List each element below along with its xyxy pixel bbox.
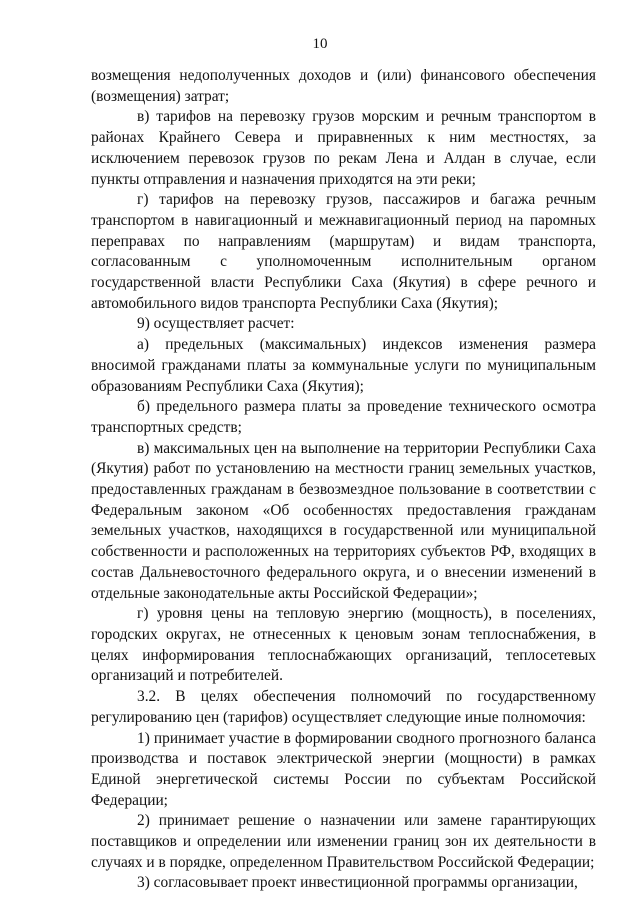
paragraph: 3.2. В целях обеспечения полномочий по государственному регулированию цен (тарифов) осуществляет следующие иные полномочия:: [91, 688, 596, 726]
paragraph: 3) согласовывает проект инвестиционной программы организации,: [137, 874, 578, 892]
paragraph: 1) принимает участие в формировании сводного прогнозного баланса производства и поставок электрической энергии (мощности) в рамках Единой энергетической системы России по субъектам Российской Федерации;: [91, 729, 596, 809]
paragraph: а) предельных (максимальных) индексов изменения размера вносимой гражданами платы за коммунальные услуги по муниципальным образованиям Республики Саха (Якутия);: [91, 336, 596, 395]
paragraph: 9) осуществляет расчет:: [137, 315, 295, 333]
paragraph: в) максимальных цен на выполнение на территории Республики Саха (Якутия) работ по установлению на местности границ земельных участков, предоставленных гражданам в безвозмездное пользование в соответствии с Федеральным законом «Об особенностях предоставления гражданам земельных участков, находящихся в государственной или муниципальной собственности и расположенных на территориях субъектов РФ, входящих в состав Дальневосточного федерального округа, и о внесении изменений в отдельные законодательные акты Российской Федерации»;: [91, 439, 596, 602]
paragraph: б) предельного размера платы за проведение технического осмотра транспортных средств;: [91, 398, 596, 436]
page-number: 10: [312, 36, 328, 52]
paragraph: 2) принимает решение о назначении или замене гарантирующих поставщиков и определении или изменении границ зон их деятельности в случаях и в порядке, определенном Правительством Российской Федерации;: [91, 812, 596, 871]
paragraph: возмещения недополученных доходов и (или) финансового обеспечения (возмещения) затрат;: [91, 67, 596, 105]
document-body: [91, 66, 596, 894]
paragraph: в) тарифов на перевозку грузов морским и речным транспортом в районах Крайнего Севера и приравненных к ним местностях, за исключением перевозок грузов по рекам Лена и Алдан в случае, если пункты отправления и назначения приходятся на эти реки;: [91, 108, 596, 188]
paragraph: г) уровня цены на тепловую энергию (мощность), в поселениях, городских округах, не отнесенных к ценовым зонам теплоснабжения, в целях информирования теплоснабжающих организаций, теплосетевых организаций и потребителей.: [91, 605, 596, 685]
paragraph: г) тарифов на перевозку грузов, пассажиров и багажа речным транспортом в навигационный и межнавигационный период на паромных переправах по направлениям (маршрутам) и видам транспорта, согласованным с уполномоченным исполнительным органом государственной власти Республики Саха (Якутия) в сфере речного и автомобильного видов транспорта Республики Саха (Якутия);: [91, 191, 596, 312]
